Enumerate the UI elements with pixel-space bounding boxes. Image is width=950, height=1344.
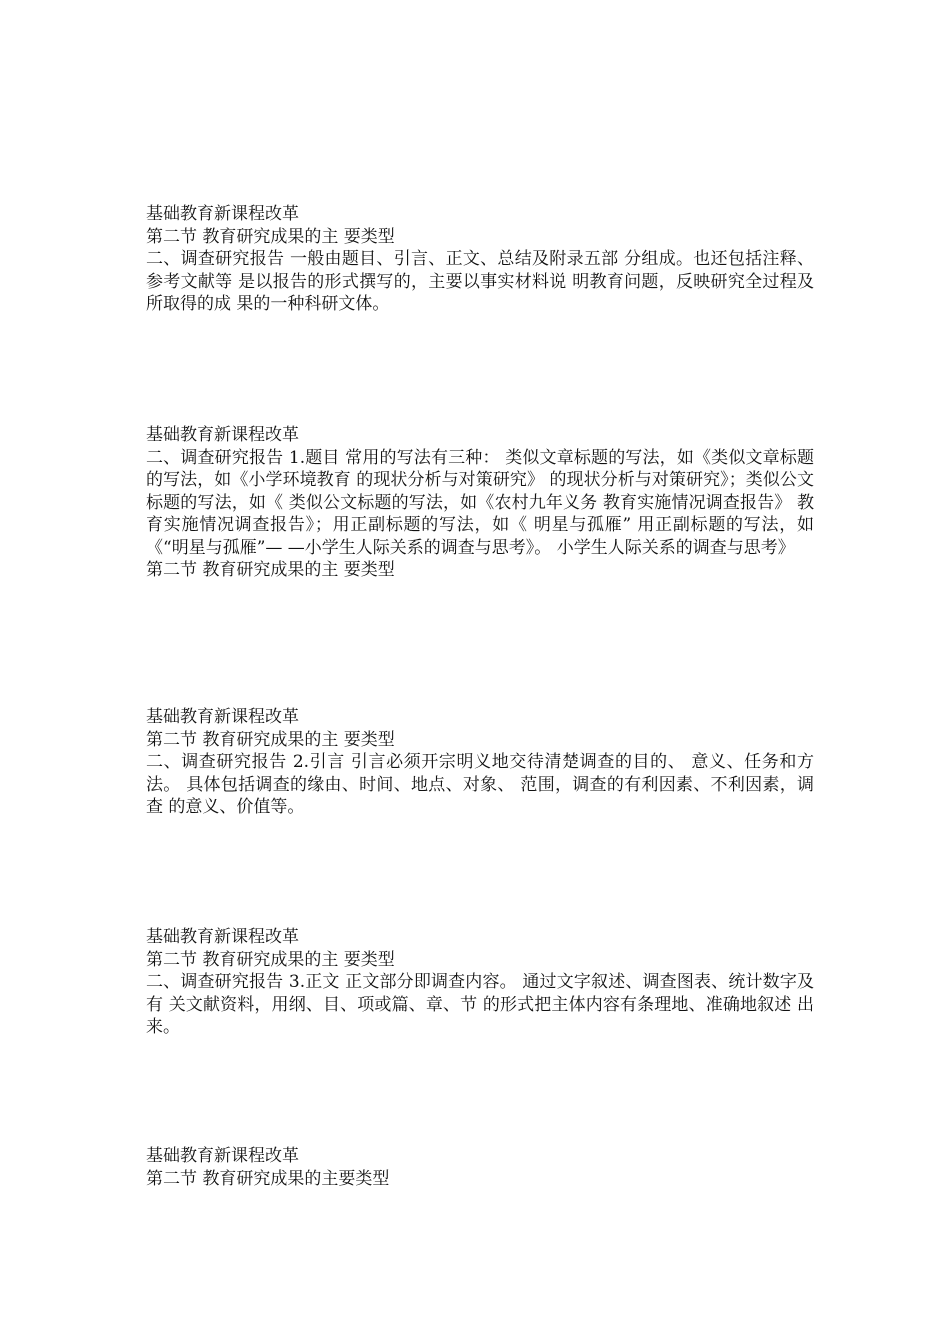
section-block-1 bbox=[146, 203, 814, 316]
paragraph-text: 二、调查研究报告 3.正文 正文部分即调查内容。 通过文字叙述、调查图表、统计数字及有 关文献资料，用纲、目、项或篇、章、节 的形式把主体内容有条理地、准确地叙述 出来。 bbox=[146, 972, 814, 1037]
section-title: 第二节 教育研究成果的主 要类型 bbox=[146, 949, 395, 970]
section-title: 第二节 教育研究成果的主 要类型 bbox=[146, 226, 395, 247]
paragraph-text: 二、调查研究报告 1.题目 常用的写法有三种： 类似文章标题的写法，如《类似文章标题的写法，如《小学环境教育 的现状分析与对策研究》 的现状分析与对策研究》；类似公文标题的写法，如《 类似公文标题的写法，如《农村九年义务 教育实施情况调查报告》 教育实施情况调查报告》；用正副标题的写法，如《 明星与孤雁” 用正副标题的写法，如《“明星与孤雁”— —小学生人际关系的调查与思考》。 小学生人际关系的调查与思考》 bbox=[146, 447, 814, 558]
section-block-2 bbox=[146, 424, 814, 582]
paragraph-text: 二、调查研究报告 2.引言 引言必须开宗明义地交待清楚调查的目的、 意义、任务和方法。 具体包括调查的缘由、时间、地点、对象、 范围，调查的有利因素、不利因素，调查 的意义、价值等。 bbox=[146, 752, 814, 817]
block-heading: 基础教育新课程改革 bbox=[146, 707, 299, 727]
section-title: 第二节 教育研究成果的主要类型 bbox=[146, 1168, 390, 1189]
block-heading: 基础教育新课程改革 bbox=[146, 1146, 299, 1166]
section-title: 第二节 教育研究成果的主 要类型 bbox=[146, 560, 395, 580]
block-heading: 基础教育新课程改革 bbox=[146, 425, 299, 445]
section-block-5 bbox=[146, 1145, 814, 1190]
section-block-4 bbox=[146, 926, 814, 1039]
block-heading: 基础教育新课程改革 bbox=[146, 927, 299, 947]
section-block-3 bbox=[146, 706, 814, 819]
section-title: 第二节 教育研究成果的主 要类型 bbox=[146, 729, 395, 750]
block-heading: 基础教育新课程改革 bbox=[146, 204, 299, 224]
paragraph-text: 二、调查研究报告 一般由题目、引言、正文、总结及附录五部 分组成。也还包括注释、参考文献等 是以报告的形式撰写的，主要以事实材料说 明教育问题，反映研究全过程及所取得的成 果的一种科研文体。 bbox=[146, 249, 814, 314]
